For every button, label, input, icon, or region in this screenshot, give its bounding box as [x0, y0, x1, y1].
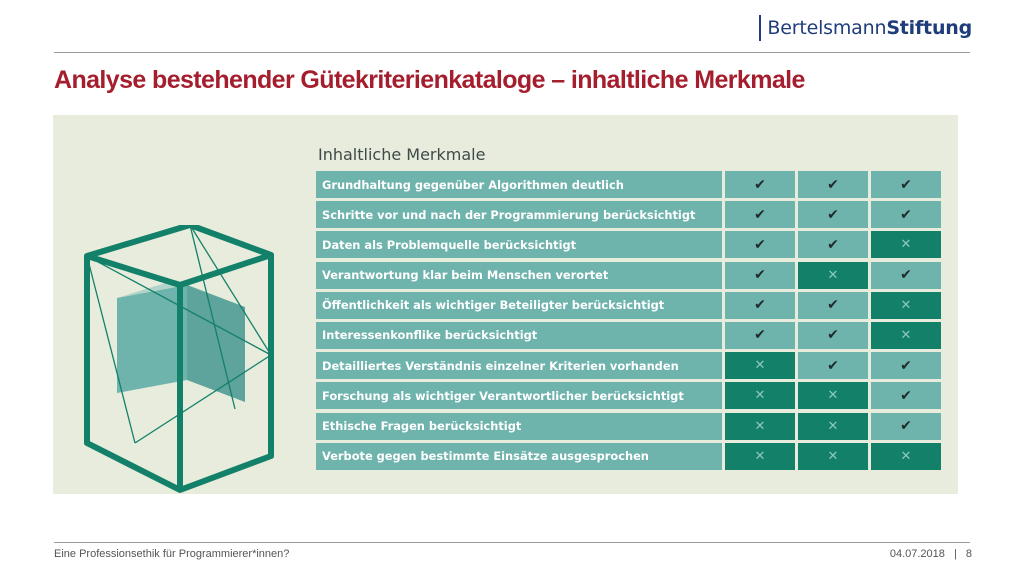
footer-subject: Eine Professionsethik für Programmierer*innen?: [54, 548, 290, 560]
header-divider: [54, 52, 970, 53]
cross-icon: ✕: [871, 443, 941, 470]
slide-title: Analyse bestehender Gütekriterienkataloge – inhaltliche Merkmale: [54, 66, 805, 94]
check-icon: ✔: [871, 382, 941, 409]
criteria-row: [316, 171, 942, 198]
check-icon: ✔: [871, 352, 941, 379]
logo-text-part1: Bertelsmann: [767, 17, 887, 39]
bertelsmann-stiftung-logo: [759, 14, 972, 42]
footer-meta: [890, 548, 972, 560]
criteria-figure: [53, 115, 958, 494]
criteria-label: Ethische Fragen berücksichtigt: [316, 413, 722, 440]
check-icon: ✔: [725, 201, 795, 228]
check-icon: ✔: [871, 413, 941, 440]
check-icon: ✔: [725, 171, 795, 198]
cross-icon: ✕: [871, 322, 941, 349]
cross-icon: ✕: [798, 262, 868, 289]
criteria-row: [316, 352, 942, 379]
logo-text-part2: Stiftung: [886, 17, 972, 39]
criteria-label: Schritte vor und nach der Programmierung berücksichtigt: [316, 201, 722, 228]
logo-bar: [759, 15, 761, 41]
cross-icon: ✕: [725, 443, 795, 470]
criteria-row: [316, 292, 942, 319]
logo-text: [767, 17, 972, 39]
check-icon: ✔: [798, 231, 868, 258]
check-icon: ✔: [725, 292, 795, 319]
cross-icon: ✕: [725, 413, 795, 440]
check-icon: ✔: [798, 322, 868, 349]
criteria-row: [316, 413, 942, 440]
criteria-label: Öffentlichkeit als wichtiger Beteiligter berücksichtigt: [316, 292, 722, 319]
check-icon: ✔: [725, 231, 795, 258]
check-icon: ✔: [798, 352, 868, 379]
check-icon: ✔: [725, 262, 795, 289]
page-number: 8: [965, 548, 972, 560]
criteria-row: [316, 322, 942, 349]
footer-separator: |: [953, 548, 957, 560]
cross-icon: ✕: [798, 413, 868, 440]
criteria-table: [316, 171, 942, 473]
check-icon: ✔: [871, 171, 941, 198]
criteria-label: Verbote gegen bestimmte Einsätze ausgesprochen: [316, 443, 722, 470]
cube-illustration: [75, 225, 285, 494]
check-icon: ✔: [798, 201, 868, 228]
criteria-label: Grundhaltung gegenüber Algorithmen deutlich: [316, 171, 722, 198]
check-icon: ✔: [798, 171, 868, 198]
cross-icon: ✕: [725, 352, 795, 379]
footer-date: 04.07.2018: [889, 548, 945, 560]
criteria-label: Daten als Problemquelle berücksichtigt: [316, 231, 722, 258]
cross-icon: ✕: [798, 443, 868, 470]
check-icon: ✔: [725, 322, 795, 349]
criteria-row: [316, 443, 942, 470]
criteria-row: [316, 262, 942, 289]
inner-cube-right-face: [187, 285, 245, 402]
check-icon: ✔: [871, 201, 941, 228]
check-icon: ✔: [798, 292, 868, 319]
criteria-row: [316, 382, 942, 409]
check-icon: ✔: [871, 262, 941, 289]
cross-icon: ✕: [871, 292, 941, 319]
criteria-label: Verantwortung klar beim Menschen verortet: [316, 262, 722, 289]
criteria-label: Interessenkonflike berücksichtigt: [316, 322, 722, 349]
cross-icon: ✕: [798, 382, 868, 409]
cross-icon: ✕: [725, 382, 795, 409]
footer-divider: [54, 542, 970, 543]
criteria-label: Forschung als wichtiger Verantwortlicher berücksichtigt: [316, 382, 722, 409]
criteria-table-title: Inhaltliche Merkmale: [318, 145, 486, 164]
criteria-row: [316, 231, 942, 258]
inner-cube-left-face: [117, 285, 187, 393]
criteria-label: Detailliertes Verständnis einzelner Kriterien vorhanden: [316, 352, 722, 379]
criteria-row: [316, 201, 942, 228]
cross-icon: ✕: [871, 231, 941, 258]
